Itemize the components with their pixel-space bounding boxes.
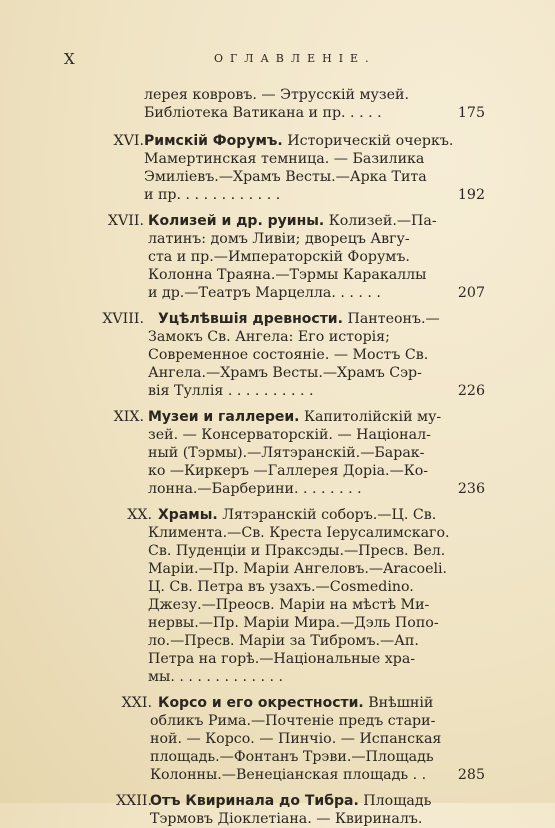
toc-entry-line (0, 168, 555, 186)
toc-entry-line (0, 480, 555, 498)
chapter-summary-line: и др.—Театръ Марцелла. . . . . . (148, 285, 381, 301)
toc-entry-line (0, 766, 555, 784)
chapter-summary-line: Ц. Св. Петра въ узахъ.—Cosmedino. (148, 579, 414, 595)
chapter-number: XVIII. (102, 311, 144, 327)
chapter-summary-line: зей. — Консерваторскій. — Націонал- (148, 427, 431, 443)
toc-entry-line (0, 150, 555, 168)
toc-entry-line (0, 364, 555, 382)
toc-entry-line (0, 104, 555, 122)
toc-entry (0, 86, 555, 122)
chapter-summary-line: нервы.—Пр. Маріи Мира.—Дэль Попо- (148, 615, 439, 631)
toc-entry-line (0, 328, 555, 346)
toc-entry-line (0, 346, 555, 364)
chapter-summary: Историческій очеркъ. (282, 133, 454, 149)
chapter-summary-line: Петра на горѣ.—Національные хра- (148, 651, 416, 667)
toc-entry (0, 408, 555, 498)
page-number: X (64, 50, 76, 68)
page-reference: 226 (457, 383, 485, 399)
toc-entry-line (0, 462, 555, 480)
toc-entry-line (0, 730, 555, 748)
chapter-summary-line: Св. Пуденціи и Праксэды.—Пресв. Вел. (148, 543, 446, 559)
chapter-summary-line: Колонна Траяна.—Тэрмы Каракаллы (148, 267, 427, 283)
toc-entry-line (0, 668, 555, 686)
chapter-summary-line: Джезу.—Преосв. Маріи на мѣстѣ Ми- (148, 597, 430, 613)
toc-entry-line (0, 810, 555, 828)
chapter-title: Отъ Квиринала до Тибра. (150, 793, 359, 809)
chapter-summary-line: Климента.—Св. Креста Іерусалимскаго. (148, 525, 450, 541)
chapter-summary: Лятэранскій соборъ.—Ц. Св. (217, 507, 437, 523)
chapter-number: XIX. (113, 409, 144, 425)
chapter-title: Храмы. (158, 507, 218, 523)
page-reference: 207 (457, 285, 485, 301)
chapter-summary-line: Мамертинская темница. — Базилика (144, 151, 425, 167)
toc-entry (0, 310, 555, 400)
toc-entry (0, 792, 555, 828)
chapter-summary-line: Замокъ Св. Ангела: Его исторія; (148, 329, 390, 345)
chapter-summary-line: обликъ Рима.—Почтеніе предъ стари- (150, 713, 436, 729)
chapter-summary-line: ло.—Пресв. Маріи за Тибромъ.—Ап. (148, 633, 419, 649)
toc-entry-line (0, 578, 555, 596)
toc-entry-heading-line (0, 408, 555, 426)
toc-entry (0, 132, 555, 204)
toc-entry-heading-line (0, 132, 555, 150)
toc-entry-line (0, 524, 555, 542)
toc-entry-line (0, 650, 555, 668)
toc-entry-line (0, 748, 555, 766)
chapter-title: Корсо и его окрестности. (158, 695, 364, 711)
page-reference: 236 (457, 481, 485, 497)
chapter-number: XXII. (116, 793, 152, 809)
chapter-summary: Капитолійскій му- (299, 409, 442, 425)
toc-entry (0, 212, 555, 302)
chapter-number: XVI. (113, 133, 144, 149)
chapter-title: Римскій Форумъ. (144, 133, 283, 149)
chapter-summary-line: ной. — Корсо. — Пинчіо. — Испанская (150, 731, 442, 747)
toc-entry-line (0, 542, 555, 560)
page-reference: 175 (457, 105, 485, 121)
chapter-summary-line: и пр. . . . . . . . . . . . (144, 187, 281, 203)
toc-entry-line (0, 86, 555, 104)
toc-entry-heading-line (0, 310, 555, 328)
toc-entry-line (0, 382, 555, 400)
toc-entry-heading-line (0, 506, 555, 524)
toc-entry-line (0, 712, 555, 730)
toc-entry-line (0, 426, 555, 444)
chapter-summary-line: ко —Киркеръ —Галлерея Доріа.—Ко- (148, 463, 429, 479)
chapter-summary-line: Тэрмовъ Діоклетіана. — Квириналъ. (150, 811, 423, 827)
page-reference: 285 (457, 767, 485, 783)
chapter-number: XVII. (107, 213, 144, 229)
toc-entry-line (0, 444, 555, 462)
chapter-summary: Площадь (358, 793, 432, 809)
chapter-summary-line: Маріи.—Пр. Маріи Ангеловъ.—Aracoeli. (148, 561, 448, 577)
chapter-title: Музеи и галлереи. (148, 409, 300, 425)
chapter-summary-line: Эмиліевъ.—Храмъ Весты.—Арка Тита (144, 169, 427, 185)
page-reference: 192 (457, 187, 485, 203)
chapter-title: Колизей и др. руины. (148, 213, 325, 229)
toc-entry (0, 694, 555, 784)
chapter-summary-line: мы. . . . . . . . . . . . . (148, 669, 284, 685)
chapter-summary: Внѣшній (363, 695, 434, 711)
toc-entry-heading-line (0, 694, 555, 712)
toc-entry (0, 506, 555, 686)
chapter-summary-line: лерея ковровъ. — Этрусскій музей. (144, 87, 409, 103)
toc-entry-line (0, 230, 555, 248)
running-title: ОГЛАВЛЕНІЕ. (214, 52, 376, 65)
chapter-title: Уцѣлѣвшія древности. (158, 311, 343, 327)
chapter-summary-line: лонна.—Барберини. . . . . . . . (148, 481, 362, 497)
chapter-number: XXI. (121, 695, 152, 711)
chapter-summary-line: ста и пр.—Императорскій Форумъ. (148, 249, 410, 265)
chapter-summary-line: Колонны.—Венеціанская площадь . . (150, 767, 427, 783)
chapter-summary-line: Современное состояніе. — Мостъ Св. (148, 347, 429, 363)
chapter-summary: Колизей.—Па- (324, 213, 437, 229)
toc-entry-line (0, 632, 555, 650)
toc-entry-heading-line (0, 792, 555, 810)
toc-entry-line (0, 596, 555, 614)
table-of-contents (0, 86, 555, 828)
toc-entry-line (0, 186, 555, 204)
chapter-number: XX. (127, 507, 152, 523)
toc-entry-line (0, 560, 555, 578)
chapter-summary-line: ный (Тэрмы).—Лятэранскій.—Барак- (148, 445, 425, 461)
toc-entry-line (0, 266, 555, 284)
toc-entry-line (0, 614, 555, 632)
toc-entry-line (0, 248, 555, 266)
toc-entry-line (0, 284, 555, 302)
chapter-summary-line: вія Туллія . . . . . . . . . . (148, 383, 314, 399)
chapter-summary-line: площадь.—Фонтанъ Трэви.—Площадь (150, 749, 434, 765)
chapter-summary-line: Ангела.—Храмъ Весты.—Храмъ Сэр- (148, 365, 422, 381)
chapter-summary-line: Библіотека Ватикана и пр. . . . . (144, 105, 382, 121)
chapter-summary: Пантеонъ.— (342, 311, 440, 327)
toc-entry-heading-line (0, 212, 555, 230)
chapter-summary-line: латинъ: домъ Ливіи; дворецъ Авгу- (148, 231, 410, 247)
